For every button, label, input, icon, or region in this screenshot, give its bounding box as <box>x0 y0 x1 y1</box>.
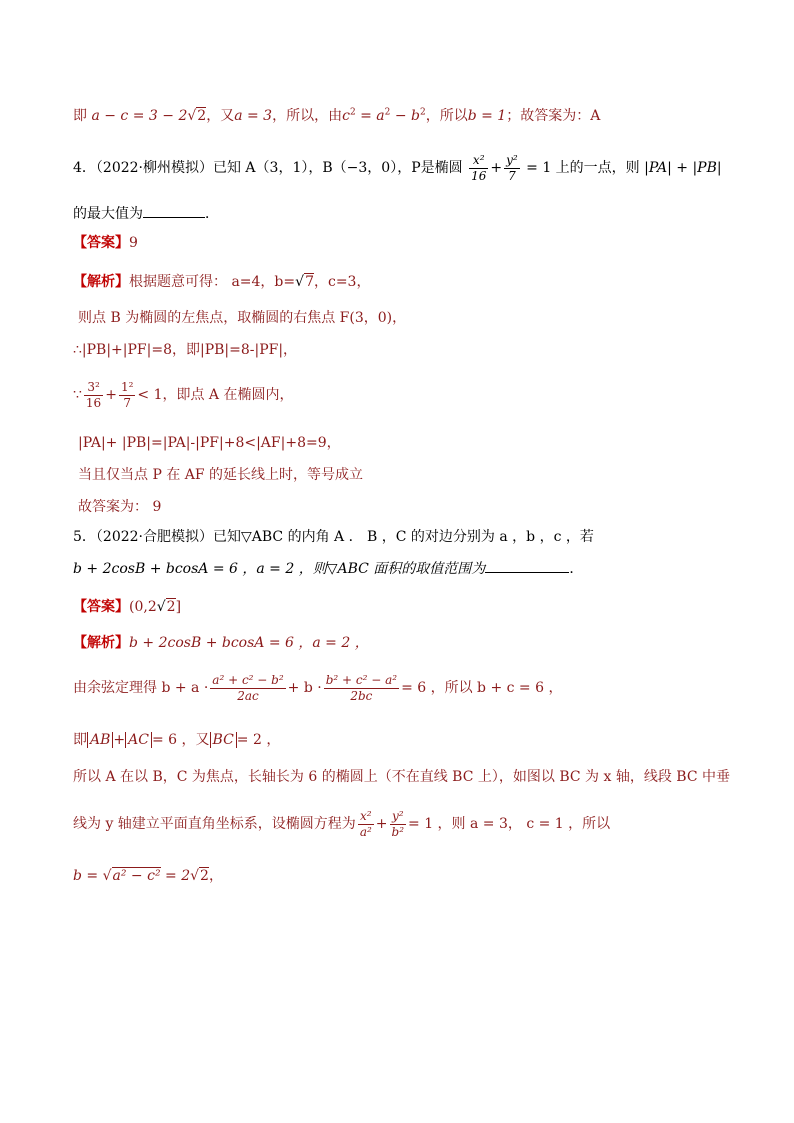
text: 的最大值为 <box>73 206 143 222</box>
fraction: $\frac{\text{1²}}{7}$ <box>120 379 134 410</box>
question-4-analysis-7: 故答案为： 9 <box>78 499 162 515</box>
question-text: 4．（2022·柳州模拟）已知 A（3，1），B（−3，0），P是椭圆 <box>73 160 463 176</box>
question-4-analysis-6: 当且仅当点 P 在 AF 的延长线上时，等号成立 <box>78 467 364 483</box>
text: ，又 <box>206 108 235 124</box>
text: ；故答案为：A <box>506 108 601 124</box>
question-5-answer: 【答案】(0,2√2] <box>73 599 182 615</box>
answer-blank <box>143 203 205 218</box>
math-expression: a − c = 3 − 2 <box>91 108 188 124</box>
question-4-answer <box>73 233 138 253</box>
text: 即 <box>73 108 87 124</box>
question-5-stem-1: 5．（2022·合肥模拟）已知▽ABC 的内角 A ． B ，C 的对边分别为 a ，b ，c ，若 <box>73 529 594 545</box>
fraction: $\frac{\text{x²}}{16}$ <box>471 152 487 183</box>
previous-answer-line: 即 a − c = 3 − 2√2，又a = 3，所以，由$c^2 = a^2 - b^2$，所以b = 1；故答案为：A <box>73 107 601 124</box>
question-4-analysis-4: ∵ $\frac{\text{3²}}{16}$ + $\frac{\text{1²}}{7}$ < 1，即点 A 在椭圆内， <box>73 379 294 410</box>
question-5-stem-2: b + 2cosB + bcosA = 6 ，a = 2 ，则▽ABC 面积的取值范围为 ． <box>73 558 583 579</box>
fraction: $\frac{\text{x²}}{\text{a²}}$ <box>359 808 372 839</box>
text: ，所以，由 <box>272 108 343 124</box>
math-expression: a = 3 <box>234 108 273 124</box>
question-5-analysis-3: 即 AB + AC = 6 ，又 BC = 2 ， <box>73 732 281 748</box>
question-4-line2: 的最大值为 ． <box>73 203 219 224</box>
sqrt-expression: 2 <box>197 108 207 124</box>
question-4-stem: 4．（2022·柳州模拟）已知 A（3，1），B（−3，0），P是椭圆 $\frac{\text{x²}}{16}$ + $\frac{\text{y²}}{7}$ = 1 上的一点，则 |PA| + |PB| <box>73 152 722 183</box>
fraction: $\frac{\text{y²}}{\text{b²}}$ <box>391 808 405 839</box>
question-4-analysis-5: |PA|+ |PB|=|PA|-|PF|+8<|AF|+8=9， <box>78 435 341 451</box>
analysis-label: 【解析】 <box>73 274 129 290</box>
text: = 1 上的一点，则 <box>526 160 640 176</box>
text: b + 2cosB + bcosA = 6 ，a = 2 ，则▽ABC 面积的取值范围为 <box>73 561 486 577</box>
fraction: $\frac{\text{3²}}{16}$ <box>85 379 102 410</box>
question-5-analysis-6: b = √a² − c² = 2√2， <box>73 868 223 884</box>
question-5-analysis-5: 线为 y 轴建立平面直角坐标系，设椭圆方程为 $\frac{\text{x²}}{\text{a²}}$ + $\frac{\text{y²}}{\text{b²}}$ = 1 ，则 a = 3， c = 1 ，所以 <box>73 808 611 839</box>
question-5-analysis-4: 所以 A 在以 B，C 为焦点，长轴长为 6 的椭圆上（不在直线 BC 上），如图以 BC 为 x 轴，线段 BC 中垂 <box>73 769 730 785</box>
math-expression: |PA| + |PB| <box>644 160 722 176</box>
math-expression: c <box>342 108 350 124</box>
answer-label: 【答案】 <box>73 235 129 251</box>
answer-value: 9 <box>129 235 138 251</box>
analysis-label: 【解析】 <box>73 635 129 651</box>
text: ，所以 <box>425 108 468 124</box>
question-4-analysis-3: ∴|PB|+|PF|=8，即|PB|=8-|PF|， <box>73 342 298 358</box>
question-4-analysis-1: 【解析】根据题意可得： a=4，b=√7，c=3， <box>73 274 371 290</box>
fraction: $\frac{\text{b² + c² − a²}}{2bc}$ <box>325 672 398 703</box>
answer-label: 【答案】 <box>73 599 129 615</box>
answer-blank <box>485 558 569 573</box>
question-5-analysis-1: 【解析】b + 2cosB + bcosA = 6 ，a = 2 ， <box>73 635 369 651</box>
question-5-analysis-2: 由余弦定理得 b + a · $\frac{\text{a² + c² − b²}}{2ac}$ + b · $\frac{\text{b² + c² − a²}}{2bc}$ = 6 ，所以 b + c = 6 ， <box>73 672 563 703</box>
fraction: $\frac{\text{a² + c² − b²}}{2ac}$ <box>212 672 284 703</box>
math-expression: b = 1 <box>467 108 507 124</box>
math-expression: = a <box>355 108 385 124</box>
math-expression: − b <box>390 108 420 124</box>
question-4-analysis-2: 则点 B 为椭圆的左焦点，取椭圆的右焦点 F(3，0)， <box>78 310 407 326</box>
fraction: $\frac{\text{y²}}{7}$ <box>506 152 518 183</box>
